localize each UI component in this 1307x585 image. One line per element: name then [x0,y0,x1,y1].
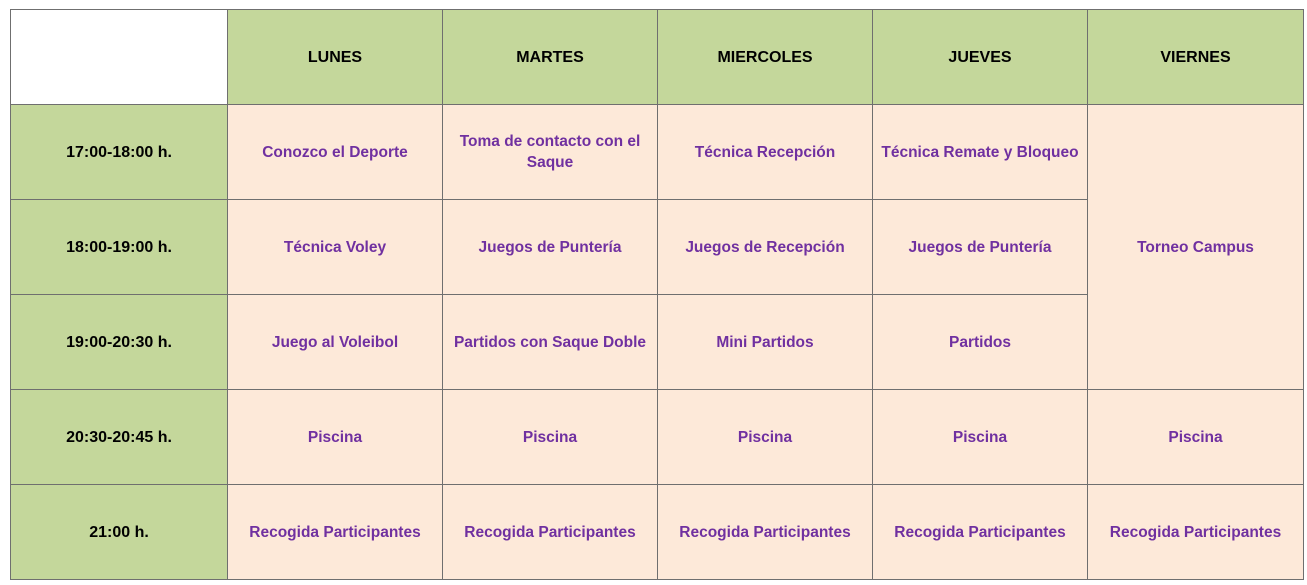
activity-cell: Recogida Participantes [658,485,873,580]
activity-cell: Recogida Participantes [443,485,658,580]
time-slot: 18:00-19:00 h. [11,200,228,295]
time-slot: 17:00-18:00 h. [11,105,228,200]
activity-cell: Técnica Remate y Bloqueo [873,105,1088,200]
friday-merged-activity-cell: Torneo Campus [1088,105,1304,390]
activity-cell: Piscina [228,390,443,485]
activity-cell: Recogida Participantes [1088,485,1304,580]
activity-cell: Piscina [658,390,873,485]
activity-cell: Juego al Voleibol [228,295,443,390]
activity-cell: Juegos de Recepción [658,200,873,295]
activity-cell: Juegos de Puntería [873,200,1088,295]
activity-cell: Técnica Recepción [658,105,873,200]
day-header-wednesday: MIERCOLES [658,10,873,105]
activity-cell: Recogida Participantes [873,485,1088,580]
activity-cell: Recogida Participantes [228,485,443,580]
table-row [11,390,1304,485]
activity-cell: Juegos de Puntería [443,200,658,295]
activity-cell: Mini Partidos [658,295,873,390]
table-row [11,485,1304,580]
day-header-friday: VIERNES [1088,10,1304,105]
activity-cell: Piscina [873,390,1088,485]
activity-cell: Toma de contacto con el Saque [443,105,658,200]
activity-cell: Piscina [1088,390,1304,485]
time-slot: 21:00 h. [11,485,228,580]
day-header-monday: LUNES [228,10,443,105]
activity-cell: Partidos [873,295,1088,390]
header-row [11,10,1304,105]
table-row [11,105,1304,200]
activity-cell: Técnica Voley [228,200,443,295]
activity-cell: Partidos con Saque Doble [443,295,658,390]
activity-cell: Piscina [443,390,658,485]
day-header-tuesday: MARTES [443,10,658,105]
activity-cell: Conozco el Deporte [228,105,443,200]
schedule-table [10,9,1304,580]
day-header-thursday: JUEVES [873,10,1088,105]
time-slot: 19:00-20:30 h. [11,295,228,390]
time-slot: 20:30-20:45 h. [11,390,228,485]
corner-cell [11,10,228,105]
